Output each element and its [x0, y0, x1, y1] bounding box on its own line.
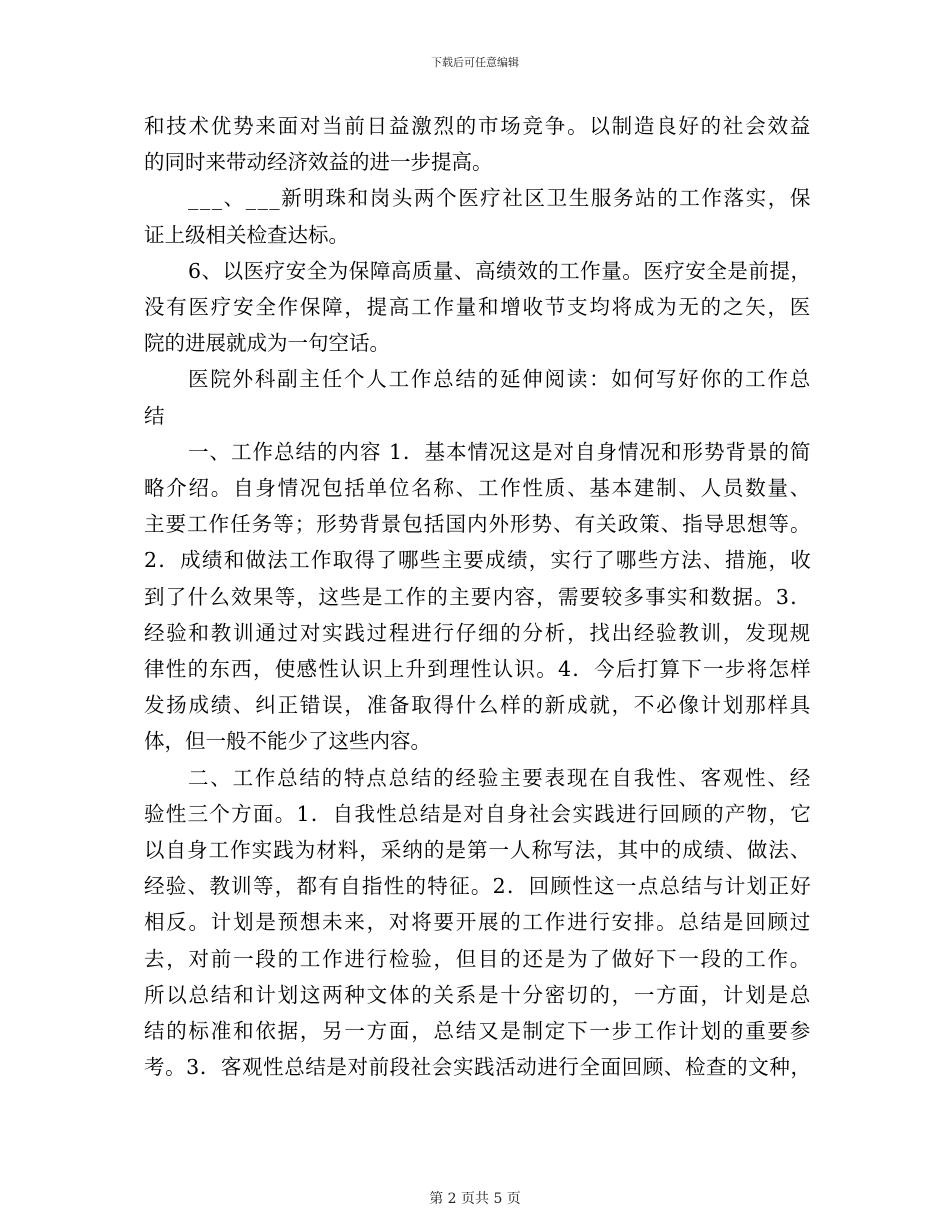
text-line: 主要工作任务等；形势背景包括国内外形势、有关政策、指导思想等。	[144, 512, 812, 537]
text-line: 体，但一般不能少了这些内容。	[144, 729, 431, 754]
text-line: ___、___新明珠和岗头两个医疗社区卫生服务站的工作落实，保	[188, 186, 812, 211]
text-line: 相反。计划是预想未来，对将要开展的工作进行安排。总结是回顾过	[144, 910, 812, 935]
text-line: 验性三个方面。1．自我性总结是对自身社会实践进行回顾的产物，它	[144, 801, 813, 826]
text-line: 以自身工作实践为材料，采纳的是第一人称写法，其中的成绩、做法、	[144, 838, 812, 862]
text-line: 的同时来带动经济效益的进一步提高。	[144, 150, 493, 175]
page-header: 下载后可任意编辑	[431, 56, 519, 69]
text-line: 二、工作总结的特点总结的经验主要表现在自我性、客观性、经	[188, 765, 812, 790]
text-line: 和技术优势来面对当前日益激烈的市场竞争。以制造良好的社会效益	[144, 114, 812, 138]
text-line: 证上级相关检查达标。	[144, 222, 349, 247]
text-line: 发扬成绩、纠正错误，准备取得什么样的新成就，不必像计划那样具	[144, 693, 812, 718]
text-line: 经验和教训通过对实践过程进行仔细的分析，找出经验教训，发现规	[144, 620, 812, 645]
text-line: 院的进展就成为一句空话。	[144, 331, 390, 356]
text-line: 没有医疗安全作保障，提高工作量和增收节支均将成为无的之矢，医	[144, 295, 812, 319]
text-line: 去，对前一段的工作进行检验，但目的还是为了做好下一段的工作。	[144, 946, 812, 971]
text-line: 考。3．客观性总结是对前段社会实践活动进行全面回顾、检查的文种，	[144, 1055, 812, 1080]
text-line: 结	[144, 403, 165, 428]
text-line: 医院外科副主任个人工作总结的延伸阅读：如何写好你的工作总	[188, 367, 812, 392]
text-line: 略介绍。自身情况包括单位名称、工作性质、基本建制、人员数量、	[144, 476, 812, 500]
text-line: 6、以医疗安全为保障高质量、高绩效的工作量。医疗安全是前提，	[188, 258, 812, 283]
text-line: 所以总结和计划这两种文体的关系是十分密切的，一方面，计划是总	[144, 982, 812, 1007]
text-line: 2．成绩和做法工作取得了哪些主要成绩，实行了哪些方法、措施，收	[144, 548, 813, 573]
text-line: 律性的东西，使感性认识上升到理性认识。4．今后打算下一步将怎样	[144, 657, 813, 681]
text-line: 结的标准和依据，另一方面，总结又是制定下一步工作计划的重要参	[144, 1019, 812, 1043]
page-footer: 第 2 页共 5 页	[429, 1191, 521, 1207]
text-line: 经验、教训等，都有自指性的特征。2．回顾性这一点总结与计划正好	[144, 874, 813, 899]
text-line: 到了什么效果等，这些是工作的主要内容，需要较多事实和数据。3．	[144, 584, 813, 609]
text-line: 一、工作总结的内容 1．基本情况这是对自身情况和形势背景的简	[188, 439, 812, 464]
